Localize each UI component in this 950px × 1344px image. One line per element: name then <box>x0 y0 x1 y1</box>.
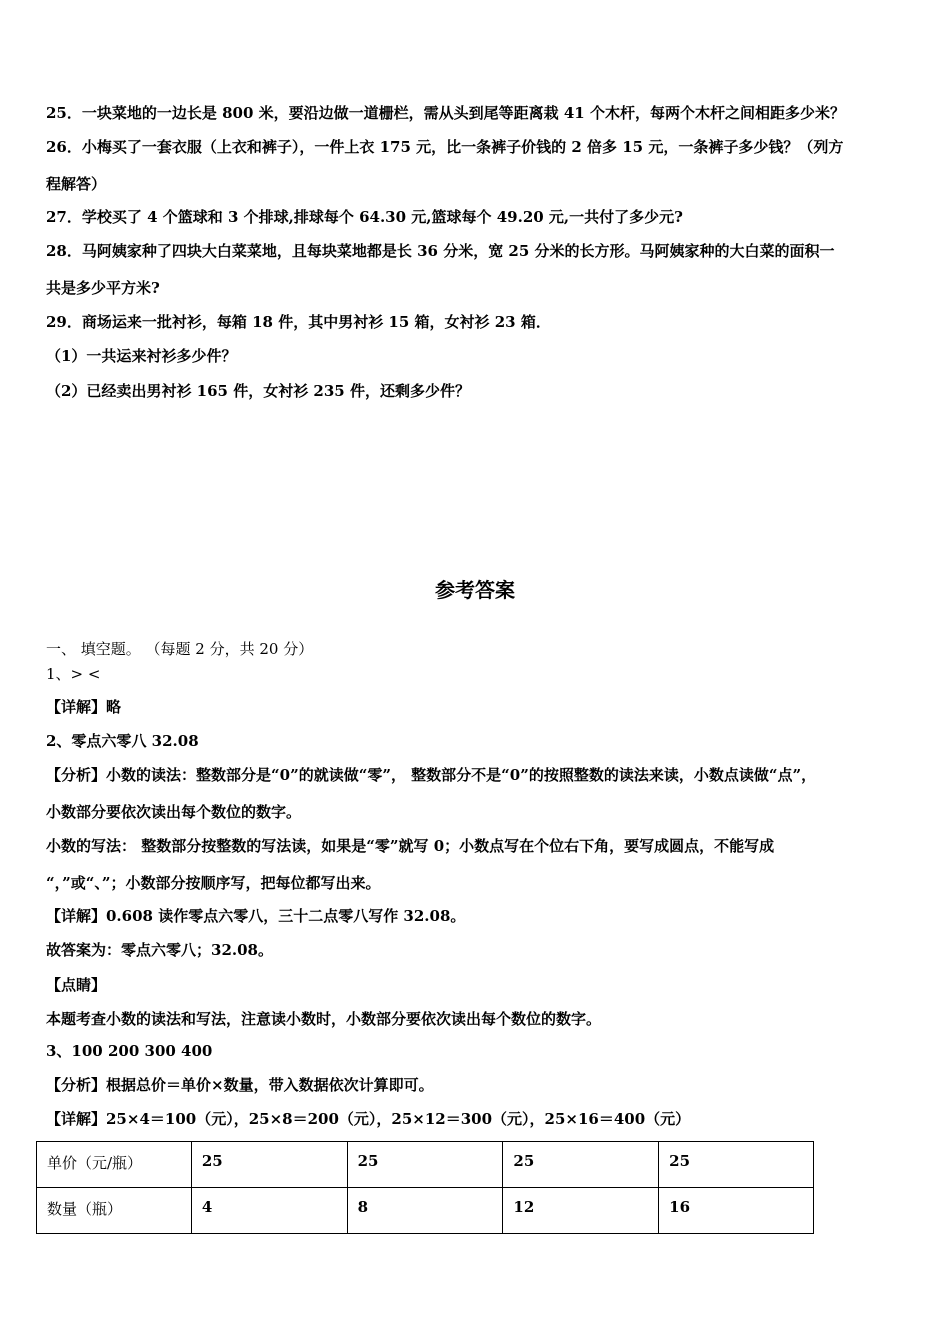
answer-2-answer: 故答案为：零点六零八；32.08。 <box>46 941 273 959</box>
table-cell: 16 <box>659 1188 814 1234</box>
answer-2-analysis-2: 小数部分要依次读出每个数位的数字。 <box>46 803 302 821</box>
table-cell: 25 <box>659 1142 814 1188</box>
table-cell: 25 <box>503 1142 659 1188</box>
answer-2-analysis-3: 小数的写法： 整数部分按整数的写法读，如果是“零”就写 0；小数点写在个位右下角，要写成圆点，不能写成 <box>46 837 775 855</box>
table-row <box>37 1142 814 1188</box>
answer-2-analysis-4: “，”或“、”；小数部分按顺序写，把每位都写出来。 <box>46 874 381 892</box>
answer-2: 2、零点六零八 32.08 <box>46 732 199 750</box>
answer-3-analysis: 【分析】根据总价＝单价×数量，带入数据依次计算即可。 <box>46 1076 434 1094</box>
question-29-part2: （2）已经卖出男衬衫 165 件，女衬衫 235 件，还剩多少件？ <box>46 382 470 400</box>
question-27: 27．学校买了 4 个篮球和 3 个排球,排球每个 64.30 元,篮球每个 49.20 元,一共付了多少元? <box>46 208 683 226</box>
question-29: 29．商场运来一批衬衫，每箱 18 件，其中男衬衫 15 箱，女衬衫 23 箱． <box>46 313 551 331</box>
answer-3-detail: 【详解】25×4＝100（元），25×8＝200（元），25×12＝300（元），25×16＝400（元） <box>46 1110 691 1128</box>
table-cell: 25 <box>191 1142 347 1188</box>
table-row <box>37 1188 814 1234</box>
answer-2-analysis-1: 【分析】小数的读法：整数部分是“0”的就读做“零”， 整数部分不是“0”的按照整数的读法来读，小数点读做“点”， <box>46 766 817 784</box>
table-cell: 8 <box>347 1188 503 1234</box>
question-26-line2: 程解答） <box>46 175 107 193</box>
question-26-line1: 26．小梅买了一套衣服（上衣和裤子），一件上衣 175 元，比一条裤子价钱的 2 倍多 15 元，一条裤子多少钱？（列方 <box>46 138 844 156</box>
table-cell: 12 <box>503 1188 659 1234</box>
table-cell: 25 <box>347 1142 503 1188</box>
question-28-line1: 28．马阿姨家种了四块大白菜菜地，且每块菜地都是长 36 分米，宽 25 分米的长方形。马阿姨家种的大白菜的面积一 <box>46 242 835 260</box>
answer-1-detail: 【详解】略 <box>46 698 122 716</box>
answer-1: 1、> < <box>46 665 101 683</box>
table-cell-label: 数量（瓶） <box>37 1188 192 1234</box>
table-cell: 4 <box>191 1188 347 1234</box>
answer-2-tip: 本题考查小数的读法和写法，注意读小数时，小数部分要依次读出每个数位的数字。 <box>46 1010 602 1028</box>
section-heading: 一、 填空题。 （每题 2 分，共 20 分） <box>46 640 314 658</box>
question-28-line2: 共是多少平方米? <box>46 279 160 297</box>
answer-title: 参考答案 <box>435 578 515 602</box>
answer-2-tip-label: 【点睛】 <box>46 976 107 994</box>
table-cell-label: 单价（元/瓶） <box>37 1142 192 1188</box>
answer-table <box>36 1141 814 1234</box>
question-29-part1: （1）一共运来衬衫多少件？ <box>46 347 237 365</box>
question-25: 25．一块菜地的一边长是 800 米，要沿边做一道栅栏，需从头到尾等距离栽 41 个木杆，每两个木杆之间相距多少米？ <box>46 104 845 122</box>
answer-2-detail: 【详解】0.608 读作零点六零八，三十二点零八写作 32.08。 <box>46 907 466 925</box>
answer-3: 3、100 200 300 400 <box>46 1042 213 1060</box>
